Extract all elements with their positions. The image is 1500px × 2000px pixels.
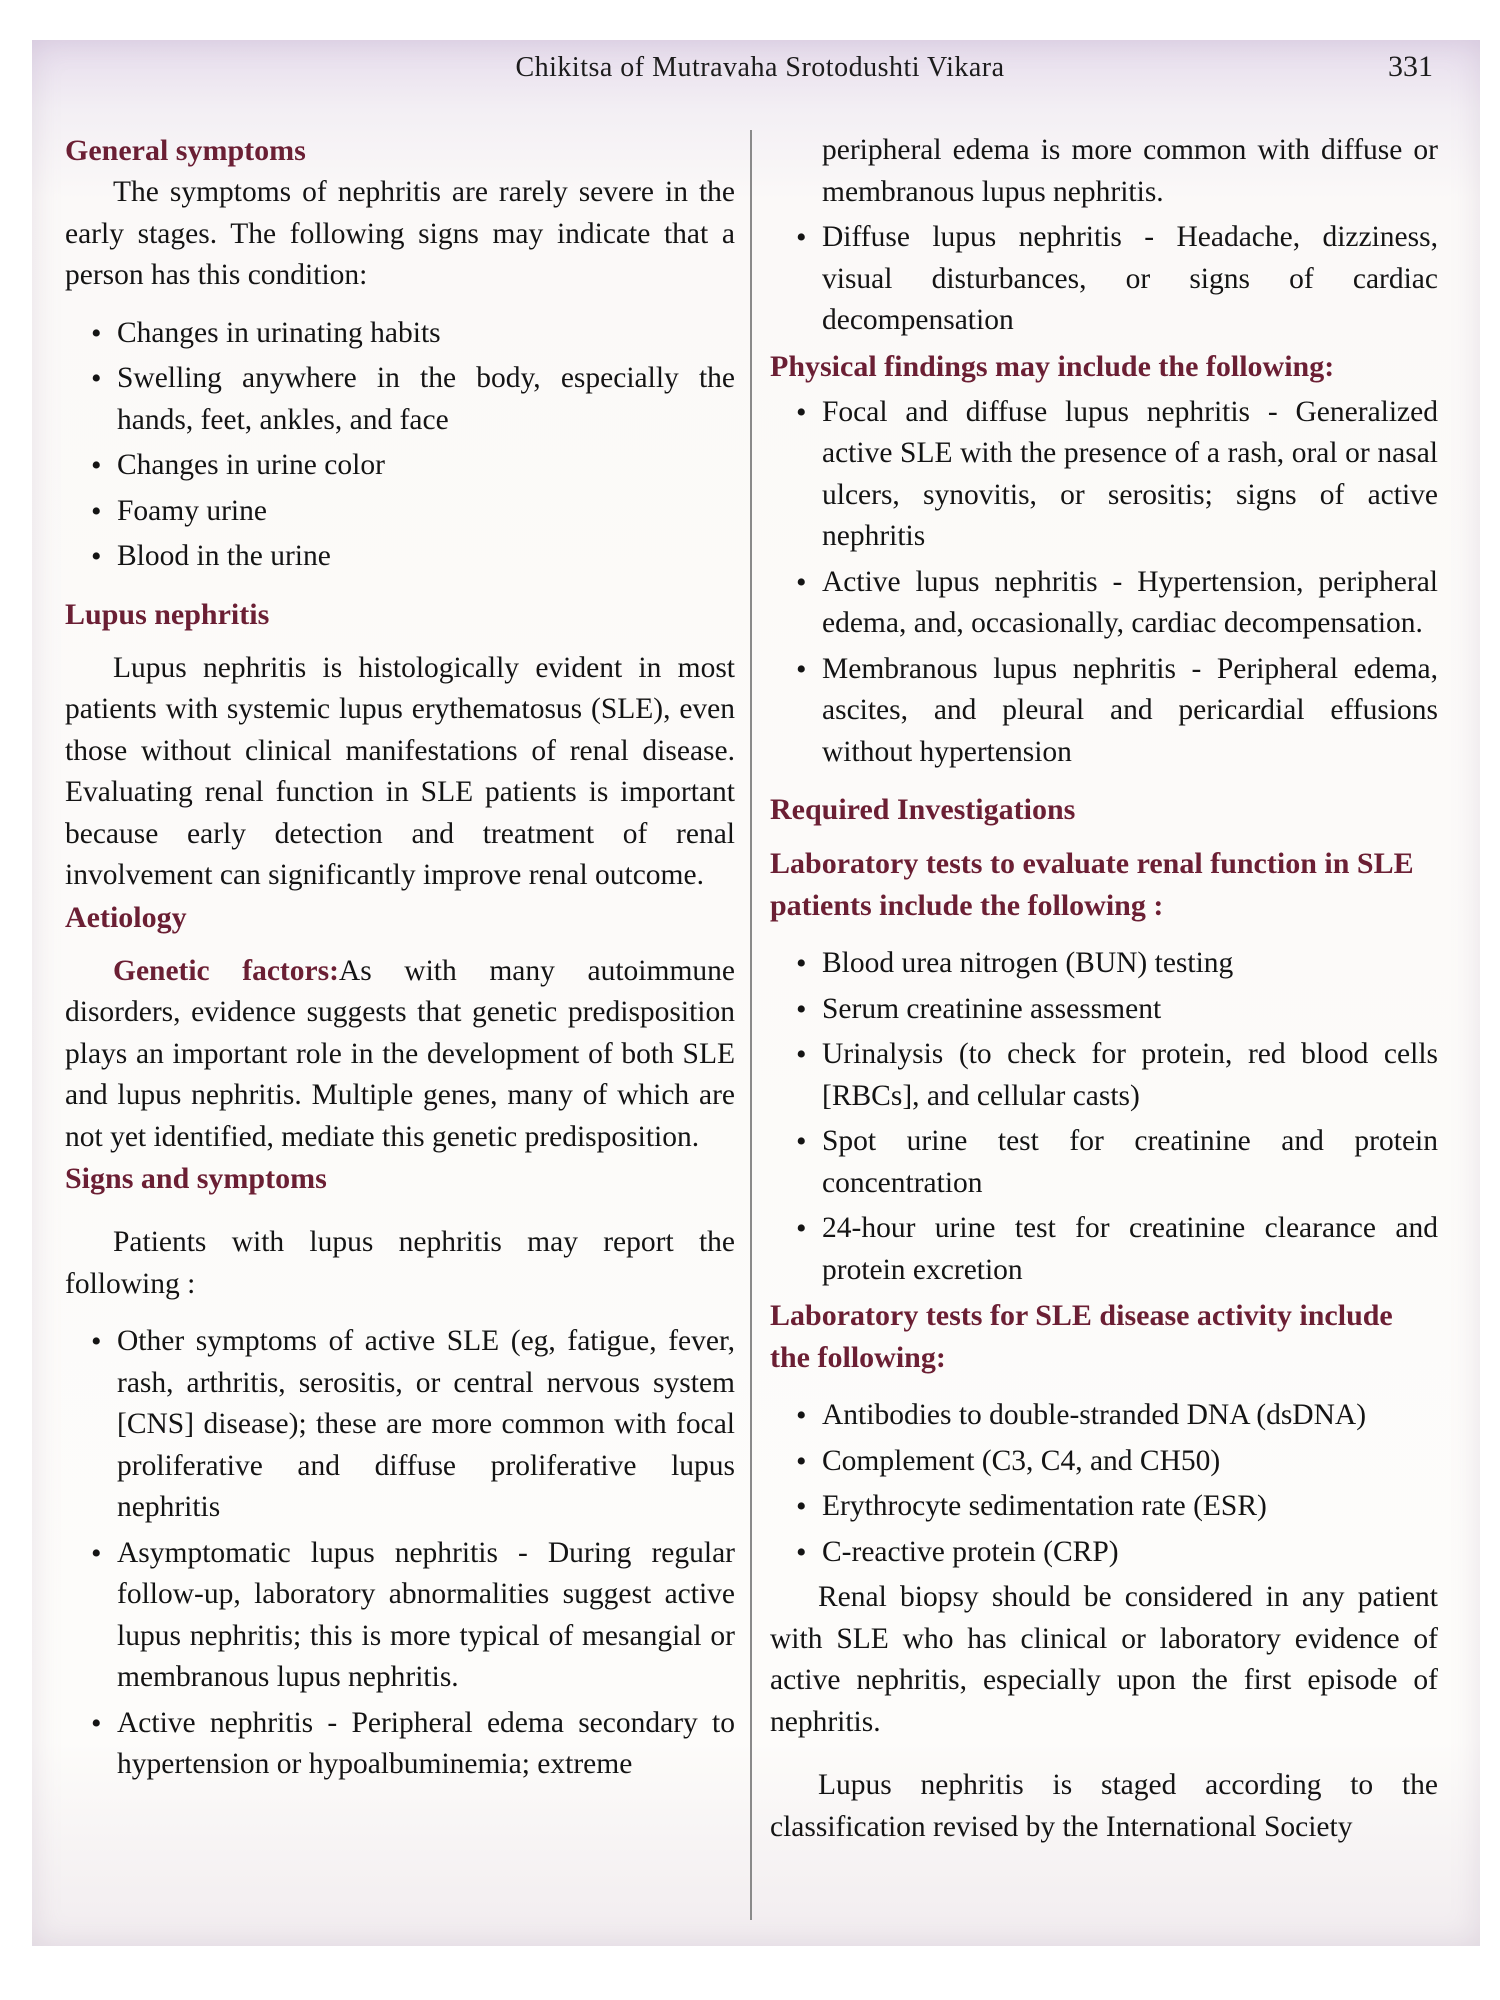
list-item: • Swelling anywhere in the body, especially the hands, feet, ankles, and face <box>117 358 735 441</box>
list-item: • Changes in urinating habits <box>117 313 735 355</box>
list-item: • Foamy urine <box>117 491 735 533</box>
list-item: • 24-hour urine test for creatinine clearance and protein excretion <box>822 1208 1438 1291</box>
list-item: • Diffuse lupus nephritis - Headache, dizziness, visual disturbances, or signs of cardiac decompensation <box>822 217 1438 342</box>
list-item: • Serum creatinine assessment <box>822 989 1438 1031</box>
signs-symptoms-list <box>65 1321 735 1786</box>
left-column <box>65 130 735 1790</box>
page-number: 331 <box>1388 50 1433 83</box>
physical-findings-list <box>770 392 1438 774</box>
heading-general-symptoms: General symptoms <box>65 134 306 167</box>
right-column <box>770 130 1438 1848</box>
renal-tests-list <box>770 943 1438 1291</box>
list-item: • Urinalysis (to check for protein, red blood cells [RBCs], and cellular casts) <box>822 1034 1438 1117</box>
list-item: • Erythrocyte sedimentation rate (ESR) <box>822 1486 1438 1528</box>
heading-required-investigations: Required Investigations <box>770 793 1076 826</box>
heading-physical-findings: Physical findings may include the following: <box>770 349 1335 383</box>
renal-biopsy-text: Renal biopsy should be considered in any patient with SLE who has clinical or laboratory evidence of active nephritis, especially upon the first episode of nephritis. <box>770 1581 1438 1738</box>
genetic-factors-text: As with many autoimmune disorders, evidence suggests that genetic predisposition plays an important role in the development of both SLE and lupus nephritis. Multiple genes, many of which are not yet identified, mediate this genetic predisposition. <box>65 954 735 1153</box>
list-item: • Antibodies to double-stranded DNA (dsDNA) <box>822 1395 1438 1437</box>
lupus-nephritis-text: Lupus nephritis is histologically evident in most patients with systemic lupus erythematosus (SLE), even those without clinical manifestations of renal disease. Evaluating renal function in SLE patients is important because early detection and treatment of renal involvement can significantly improve renal outcome. <box>65 651 735 891</box>
genetic-factors-label: Genetic factors: <box>113 954 339 987</box>
activity-tests-list <box>770 1395 1438 1573</box>
list-item: • C-reactive protein (CRP) <box>822 1532 1438 1574</box>
list-item: • Blood in the urine <box>117 536 735 578</box>
list-item: • Other symptoms of active SLE (eg, fatigue, fever, rash, arthritis, serositis, or central nervous system [CNS] disease); these are more common with focal proliferative and diffuse proliferative lupus nephritis <box>117 1321 735 1529</box>
heading-signs-symptoms: Signs and symptoms <box>65 1162 327 1195</box>
list-item: • Spot urine test for creatinine and protein concentration <box>822 1121 1438 1204</box>
list-item: • Membranous lupus nephritis - Peripheral edema, ascites, and pleural and pericardial effusions without hypertension <box>822 649 1438 774</box>
heading-lupus-nephritis: Lupus nephritis <box>65 597 270 631</box>
signs-symptoms-intro: Patients with lupus nephritis may report the following : <box>65 1226 735 1300</box>
continuation-text: peripheral edema is more common with diffuse or membranous lupus nephritis. <box>822 134 1438 208</box>
running-title: Chikitsa of Mutravaha Srotodushti Vikara <box>515 52 1005 83</box>
list-item: • Asymptomatic lupus nephritis - During regular follow-up, laboratory abnormalities suggest active lupus nephritis; this is more typical of mesangial or membranous lupus nephritis. <box>117 1533 735 1699</box>
staging-text: Lupus nephritis is staged according to the classification revised by the International Society <box>770 1769 1438 1843</box>
general-symptoms-list <box>65 313 735 578</box>
heading-renal-tests: Laboratory tests to evaluate renal function in SLE patients include the following : <box>770 847 1414 922</box>
heading-aetiology: Aetiology <box>65 900 187 934</box>
list-item: • Changes in urine color <box>117 445 735 487</box>
list-item: • Focal and diffuse lupus nephritis - Generalized active SLE with the presence of a rash, oral or nasal ulcers, synovitis, or serositis; signs of active nephritis <box>822 392 1438 558</box>
list-item: • Active nephritis - Peripheral edema secondary to hypertension or hypoalbuminemia; extreme <box>117 1703 735 1786</box>
column-divider <box>750 130 752 1920</box>
diffuse-list <box>770 217 1438 342</box>
list-item: • Active lupus nephritis - Hypertension, peripheral edema, and, occasionally, cardiac decompensation. <box>822 562 1438 645</box>
list-item: • Blood urea nitrogen (BUN) testing <box>822 943 1438 985</box>
heading-activity-tests: Laboratory tests for SLE disease activity include the following: <box>770 1299 1393 1374</box>
genetic-factors-paragraph <box>65 951 735 1159</box>
general-symptoms-intro: The symptoms of nephritis are rarely severe in the early stages. The following signs may indicate that a person has this condition: <box>65 176 735 291</box>
list-item: • Complement (C3, C4, and CH50) <box>822 1441 1438 1483</box>
